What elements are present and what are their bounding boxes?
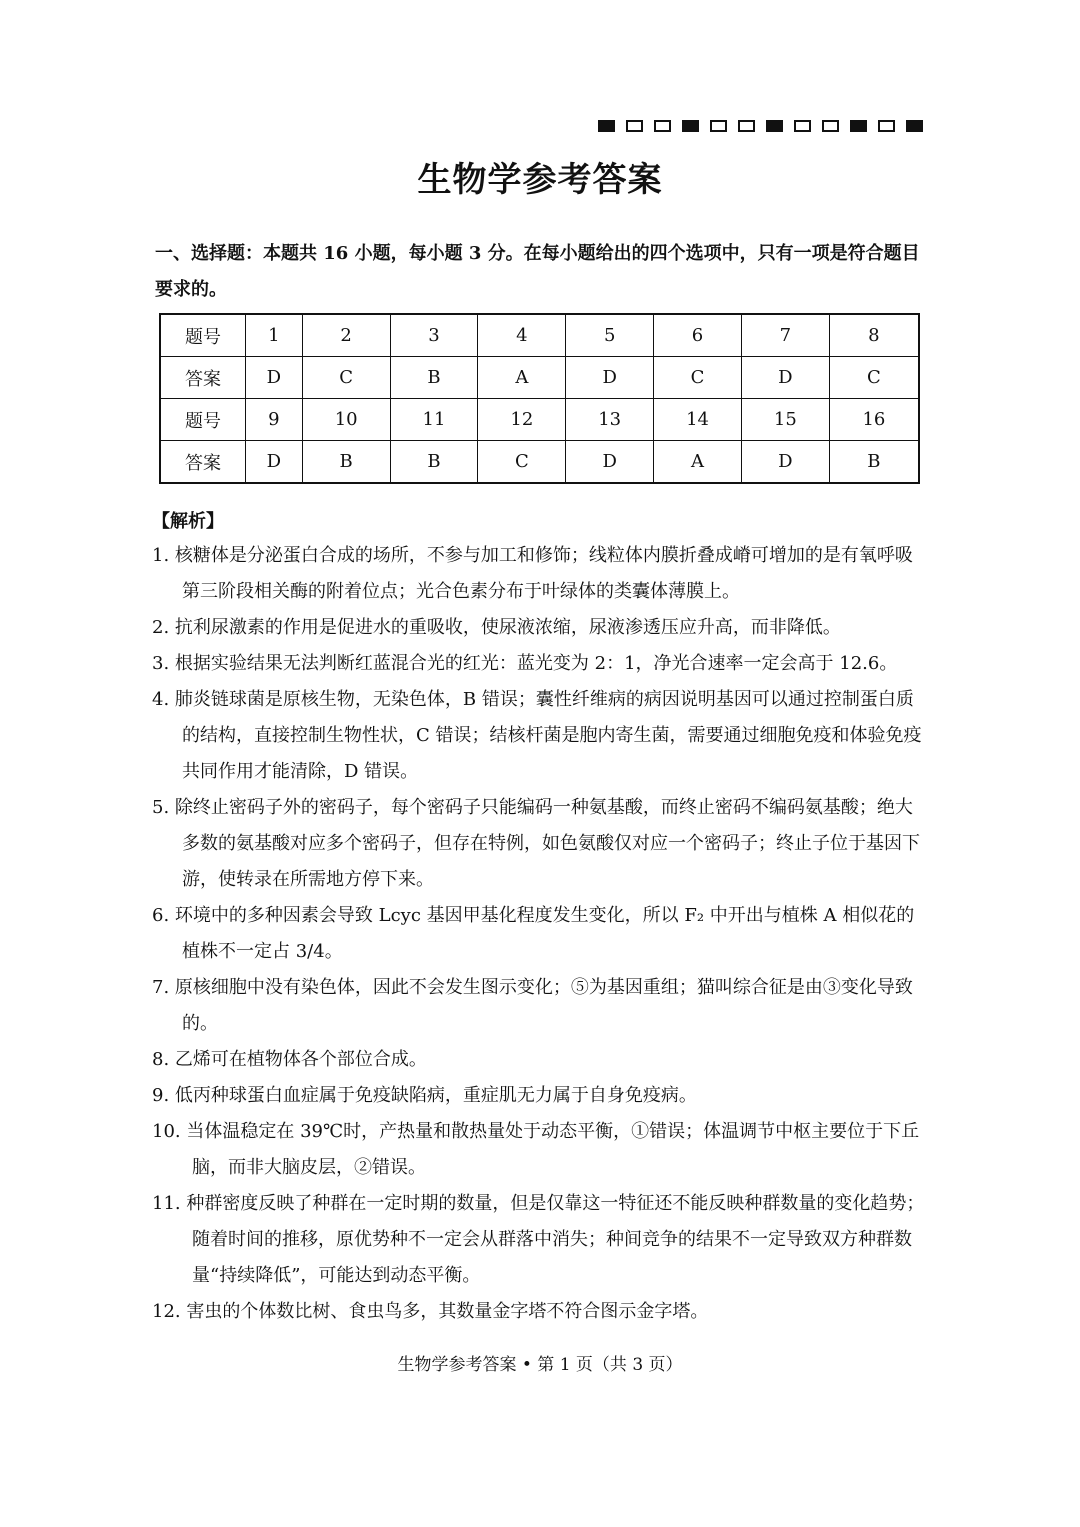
table-cell: 4 [478,314,566,357]
header-mark-block [878,120,895,132]
table-cell: D [566,441,654,484]
header-mark-block [906,120,923,132]
section-heading: 一、选择题：本题共 16 小题，每小题 3 分。在每小题给出的四个选项中，只有一项是符合题目要求的。 [155,243,920,300]
analysis-item: 4. 肺炎链球菌是原核生物，无染色体，B 错误；囊性纤维病的病因说明基因可以通过控制蛋白质的结构，直接控制生物性状，C 错误；结核杆菌是胞内寄生菌，需要通过细胞免疫和体验免疫共同作用才能清除，D 错误。 [152,689,922,782]
table-cell: 3 [390,314,478,357]
analysis-item: 12. 害虫的个体数比树、食虫鸟多，其数量金字塔不符合图示金字塔。 [152,1301,709,1322]
table-cell: 16 [829,399,919,441]
table-cell: 15 [741,399,829,441]
table-row [160,441,919,484]
analysis-list [152,538,928,1330]
table-cell: 8 [829,314,919,357]
header-mark-block [766,120,783,132]
row-label: 题号 [160,399,246,441]
table-cell: B [829,441,919,484]
header-mark-block [626,120,643,132]
analysis-item: 9. 低丙种球蛋白血症属于免疫缺陷病，重症肌无力属于自身免疫病。 [152,1085,697,1106]
table-cell: 10 [302,399,390,441]
analysis-item: 8. 乙烯可在植物体各个部位合成。 [152,1049,427,1070]
analysis-heading: 【解析】 [152,511,224,532]
page-footer: 生物学参考答案 • 第 1 页（共 3 页） [397,1355,683,1375]
table-cell: 9 [246,399,303,441]
header-mark-block [738,120,755,132]
header-mark-block [598,120,615,132]
analysis-item: 2. 抗利尿激素的作用是促进水的重吸收，使尿液浓缩，尿液渗透压应升高，而非降低。 [152,617,841,638]
row-label: 答案 [160,441,246,484]
analysis-item: 7. 原核细胞中没有染色体，因此不会发生图示变化；⑤为基因重组；猫叫综合征是由③变化导致的。 [152,977,913,1034]
header-mark-block [822,120,839,132]
table-cell: 2 [302,314,390,357]
header-mark-block [794,120,811,132]
table-row [160,357,919,399]
table-cell: 13 [566,399,654,441]
table-cell: 12 [478,399,566,441]
header-mark-block [682,120,699,132]
table-row [160,399,919,441]
table-cell: C [302,357,390,399]
table-cell: D [741,357,829,399]
header-mark-block [850,120,867,132]
analysis-item: 3. 根据实验结果无法判断红蓝混合光的红光：蓝光变为 2：1，净光合速率一定会高于 12.6。 [152,653,898,674]
table-cell: D [566,357,654,399]
table-cell: A [654,441,742,484]
row-label: 题号 [160,314,246,357]
page-title: 生物学参考答案 [417,160,663,200]
table-cell: C [829,357,919,399]
analysis-item: 10. 当体温稳定在 39℃时，产热量和散热量处于动态平衡，①错误；体温调节中枢主要位于下丘脑，而非大脑皮层，②错误。 [152,1121,920,1178]
table-cell: 11 [390,399,478,441]
table-cell: B [390,357,478,399]
table-cell: 7 [741,314,829,357]
analysis-item: 5. 除终止密码子外的密码子，每个密码子只能编码一种氨基酸，而终止密码不编码氨基酸；绝大多数的氨基酸对应多个密码子，但存在特例，如色氨酸仅对应一个密码子；终止子位于基因下游，使转录在所需地方停下来。 [152,797,920,890]
table-cell: 6 [654,314,742,357]
table-cell: 5 [566,314,654,357]
row-label: 答案 [160,357,246,399]
table-cell: A [478,357,566,399]
answer-table [159,313,920,484]
analysis-item: 6. 环境中的多种因素会导致 Lcyc 基因甲基化程度发生变化，所以 F₂ 中开出与植株 A 相似花的植株不一定占 3/4。 [152,905,915,962]
header-mark-block [710,120,727,132]
table-cell: D [246,357,303,399]
table-cell: D [246,441,303,484]
header-mark-block [654,120,671,132]
table-cell: B [390,441,478,484]
table-cell: 14 [654,399,742,441]
table-cell: 1 [246,314,303,357]
table-cell: B [302,441,390,484]
analysis-item: 1. 核糖体是分泌蛋白合成的场所，不参与加工和修饰；线粒体内膜折叠成嵴可增加的是有氧呼吸第三阶段相关酶的附着位点；光合色素分布于叶绿体的类囊体薄膜上。 [152,545,913,602]
table-cell: C [478,441,566,484]
table-cell: C [654,357,742,399]
analysis-item: 11. 种群密度反映了种群在一定时期的数量，但是仅靠这一特征还不能反映种群数量的变化趋势；随着时间的推移，原优势种不一定会从群落中消失；种间竞争的结果不一定导致双方种群数量“持续降低”，可能达到动态平衡。 [152,1193,925,1286]
table-row [160,314,919,357]
table-cell: D [741,441,829,484]
